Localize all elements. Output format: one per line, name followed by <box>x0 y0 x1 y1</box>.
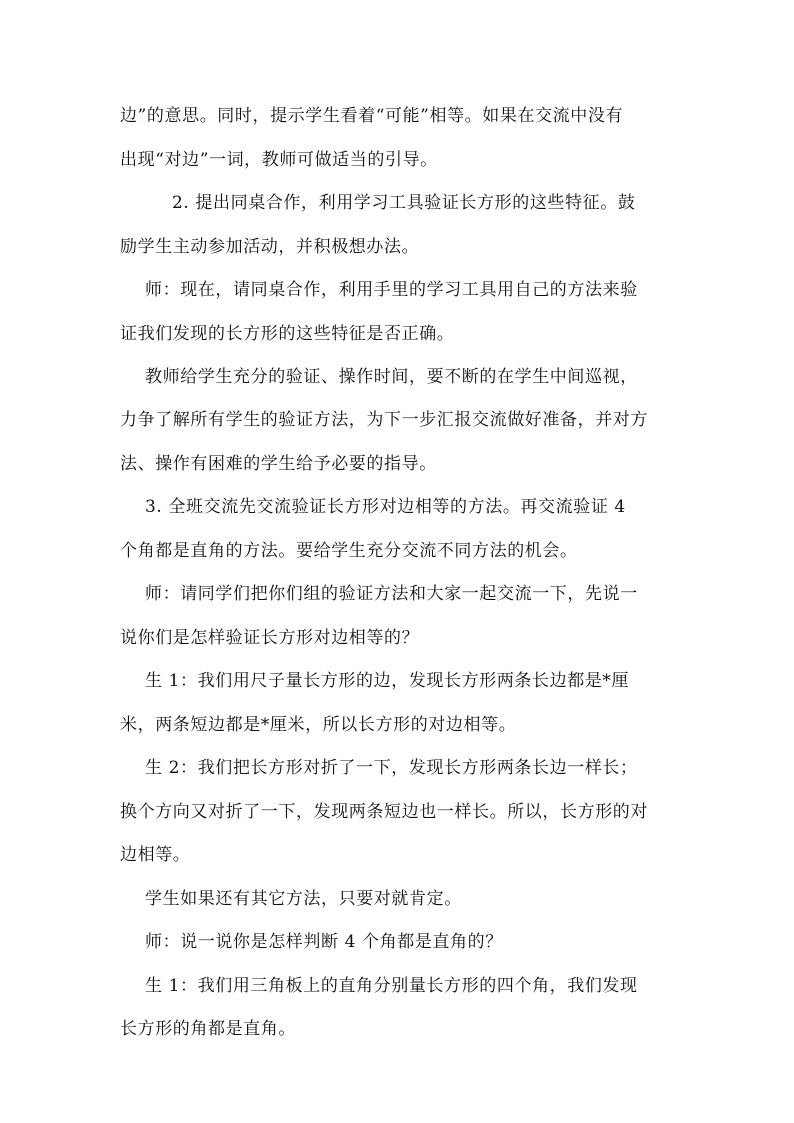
text-line: 说你们是怎样验证长方形对边相等的？ <box>120 628 420 648</box>
text-line: 力争了解所有学生的验证方法，为下一步汇报交流做好准备，并对方 <box>120 410 648 430</box>
text-line: 生 2：我们把长方形对折了一下，发现长方形两条长边一样长； <box>145 758 638 778</box>
text-line: 学生如果还有其它方法，只要对就肯定。 <box>145 889 462 909</box>
text-line: 教师给学生充分的验证、操作时间，要不断的在学生中间巡视， <box>145 367 638 387</box>
text-line: 边相等。 <box>120 845 191 865</box>
text-line: 师：现在，请同桌合作，利用手里的学习工具用自己的方法来验 <box>145 280 638 300</box>
text-line: 3. 全班交流先交流验证长方形对边相等的方法。再交流验证 4 <box>145 497 626 517</box>
text-line: 米，两条短边都是*厘米，所以长方形的对边相等。 <box>120 715 517 735</box>
text-line: 师：请同学们把你们组的验证方法和大家一起交流一下，先说一 <box>145 584 638 604</box>
text-line: 生 1：我们用三角板上的直角分别量长方形的四个角，我们发现 <box>145 976 638 996</box>
text-line: 励学生主动参加活动，并积极想办法。 <box>120 237 420 257</box>
text-line: 换个方向又对折了一下，发现两条短边也一样长。所以，长方形的对 <box>120 802 648 822</box>
text-line: 法、操作有困难的学生给予必要的指导。 <box>120 454 437 474</box>
text-line: 2. 提出同桌合作，利用学习工具验证长方形的这些特征。鼓 <box>172 193 636 213</box>
text-line: 边”的意思。同时，提示学生看着“可能”相等。如果在交流中没有 <box>120 106 624 126</box>
text-line: 生 1：我们用尺子量长方形的边，发现长方形两条长边都是*厘 <box>145 671 630 691</box>
text-line: 出现“对边”一词，教师可做适当的引导。 <box>120 150 438 170</box>
text-line: 证我们发现的长方形的这些特征是否正确。 <box>120 324 455 344</box>
text-line: 师：说一说你是怎样判断 4 个角都是直角的？ <box>145 932 503 952</box>
text-line: 个角都是直角的方法。要给学生充分交流不同方法的机会。 <box>120 541 578 561</box>
text-line: 长方形的角都是直角。 <box>120 1019 296 1039</box>
